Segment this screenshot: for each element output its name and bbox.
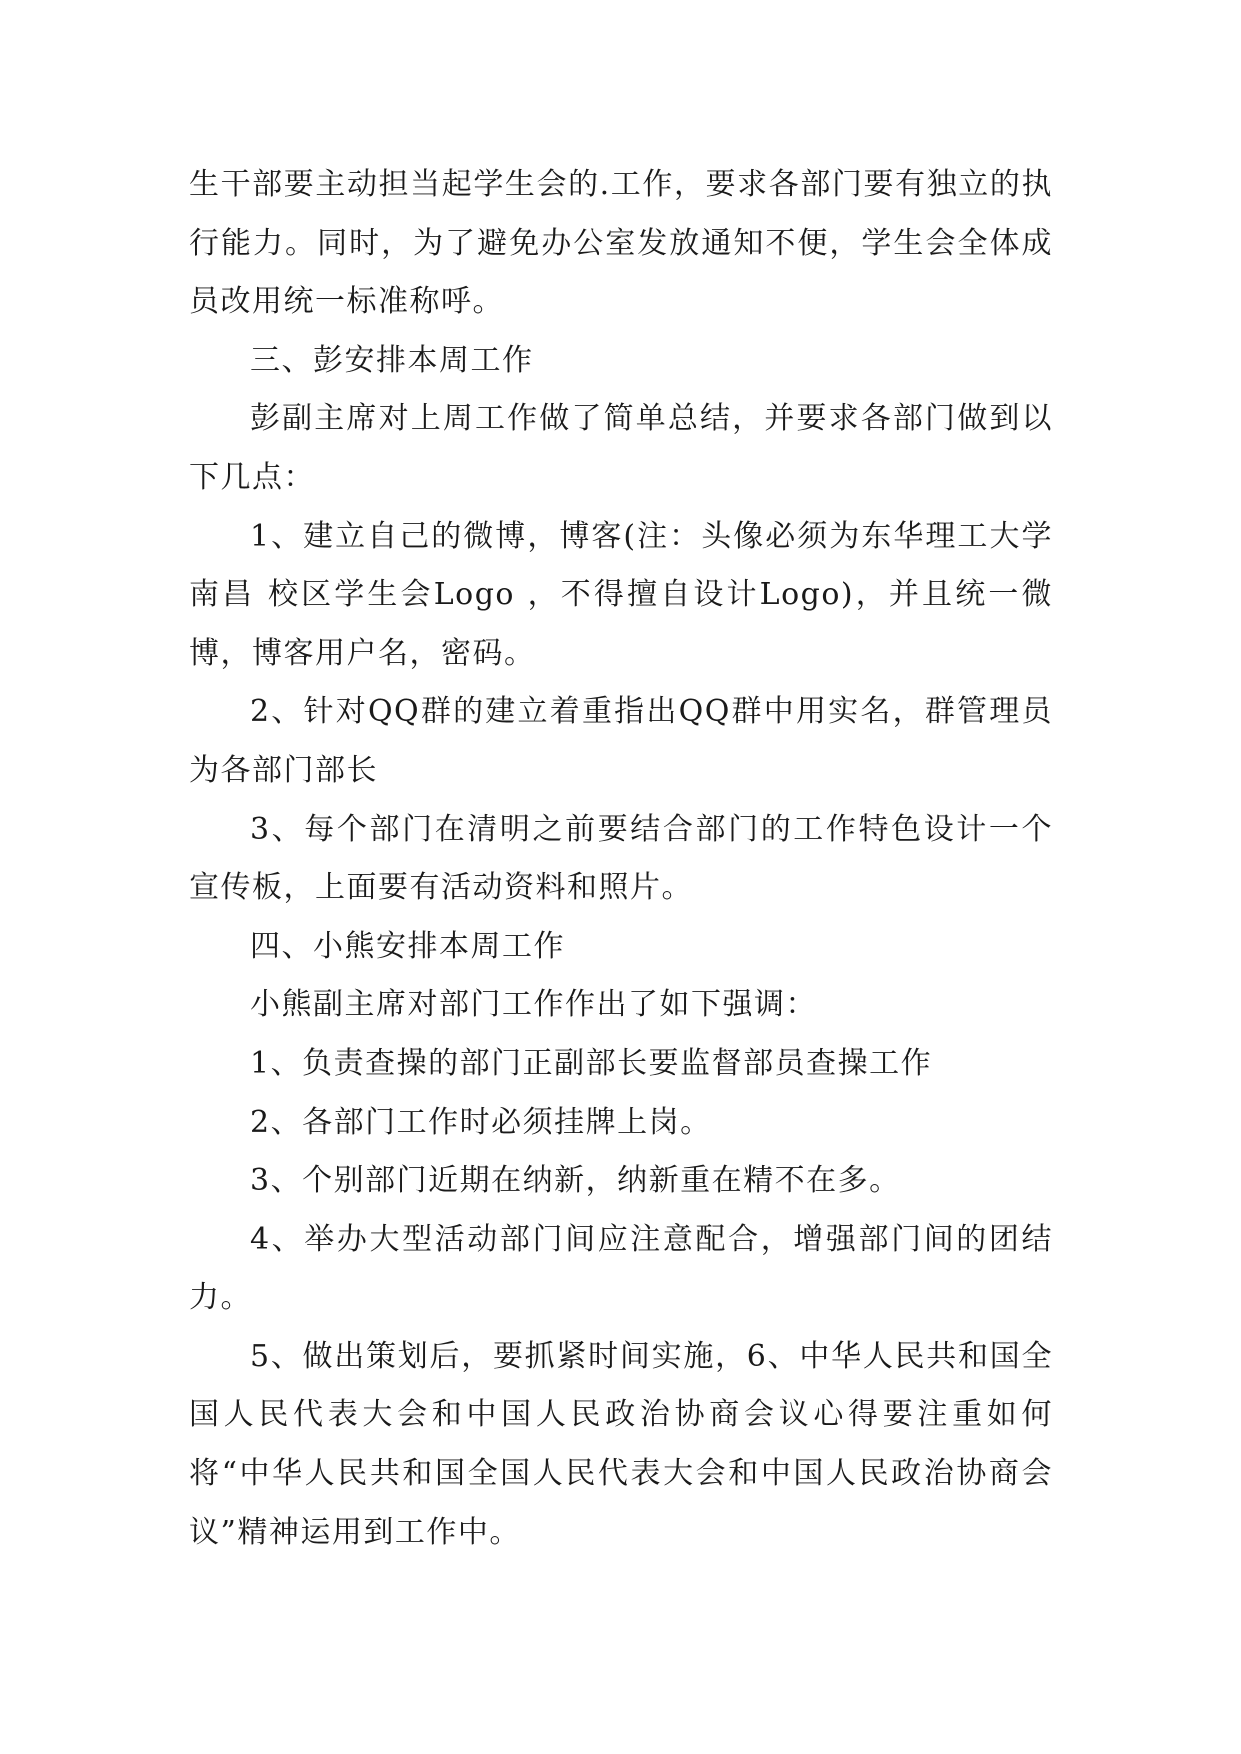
paragraph-intro-xiong: 小熊副主席对部门工作作出了如下强调： xyxy=(250,987,817,1023)
list-item-xiong-5: 5、做出策划后，要抓紧时间实施，6、中华人民共和国全国人民代表大会和中国人民政治协商会议心得要注重如何将“中华人民共和国全国人民代表大会和中国人民政治协商会议”精神运用到工作中。 xyxy=(189,1338,1053,1550)
section-heading-3: 三、彭安排本周工作 xyxy=(250,342,534,378)
paragraph-continuation: 生干部要主动担当起学生会的.工作，要求各部门要有独立的执行能力。同时，为了避免办公室发放通知不便，学生会全体成员改用统一标准称呼。 xyxy=(189,167,1053,320)
list-item-peng-1: 1、建立自己的微博，博客(注：头像必须为东华理工大学南昌 校区学生会Logo ，不得擅自设计Logo)，并且统一微博，博客用户名，密码。 xyxy=(189,518,1053,671)
list-item-peng-3: 3、每个部门在清明之前要结合部门的工作特色设计一个宣传板，上面要有活动资料和照片。 xyxy=(189,811,1053,906)
list-item-peng-2: 2、针对QQ群的建立着重指出QQ群中用实名，群管理员为各部门部长 xyxy=(189,694,1053,788)
section-heading-4: 四、小熊安排本周工作 xyxy=(250,928,565,964)
list-item-xiong-3: 3、个别部门近期在纳新，纳新重在精不在多。 xyxy=(250,1163,901,1199)
list-item-xiong-1: 1、负责查操的部门正副部长要监督部员查操工作 xyxy=(250,1045,933,1081)
document-body xyxy=(189,156,1053,1562)
list-item-xiong-2: 2、各部门工作时必须挂牌上岗。 xyxy=(250,1104,712,1140)
paragraph-intro-peng: 彭副主席对上周工作做了简单总结，并要求各部门做到以下几点： xyxy=(189,401,1053,495)
list-item-xiong-4: 4、举办大型活动部门间应注意配合，增强部门间的团结力。 xyxy=(189,1221,1053,1316)
